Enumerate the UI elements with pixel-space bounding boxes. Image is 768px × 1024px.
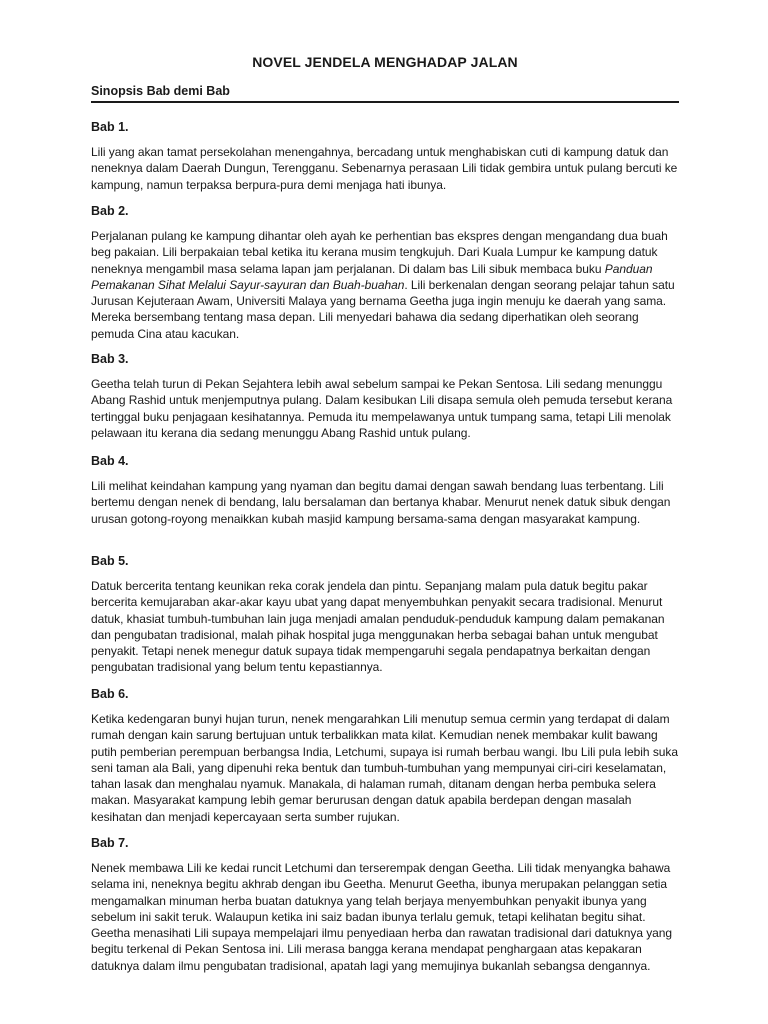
chapter-3 [91, 351, 679, 441]
chapter-text: Lili melihat keindahan kampung yang nyaman dan begitu damai dengan sawah bendang luas terbentang. Lili bertemu dengan nenek di bendang, lalu bersalaman dan bertanya khabar. Menurut nenek datuk sibuk dengan urusan gotong-royong menaikkan kubah masjid kampung bersama-sama dengan masyarakat kampung. [91, 479, 671, 526]
document-title: NOVEL JENDELA MENGHADAP JALAN [252, 54, 518, 70]
chapter-text-part: . Lili berkenalan dengan seorang pelajar tahun satu Jurusan Kejuteraan Awam, Universiti Malaya yang bernama Geetha juga ingin menuju ke daerah yang sama. Mereka bersembang tentang masa depan. Lili menyedari bahawa dia sedang diperhatikan oleh seorang pemuda Cina atau kacukan. [91, 277, 675, 341]
chapter-text [91, 228, 679, 342]
title-divider [91, 101, 679, 103]
chapter-heading: Bab 1. [91, 120, 129, 134]
chapter-text: Datuk bercerita tentang keunikan reka corak jendela dan pintu. Sepanjang malam pula datuk begitu pakar bercerita kemujaraban akar-akar kayu ubat yang dapat menyembuhkan penyakit secara tradisional. Menurut datuk, khasiat tumbuh-tumbuhan lain juga menjadi amalan penduduk-penduduk kampung dalam pemakanan dan pengubatan tradisional, malah pihak hospital juga menggunakan herba sebagai bahan untuk mengubat penyakit. Tetapi nenek menegur datuk supaya tidak mempengaruhi segala pendapatnya berkaitan dengan pengubatan tradisional yang belum tentu kepastiannya. [91, 579, 665, 675]
chapter-heading: Bab 7. [91, 836, 129, 850]
book-title-italic: Panduan Pemakanan Sihat Melalui Sayur-sayuran dan Buah-buahan [91, 261, 653, 292]
chapter-heading: Bab 3. [91, 352, 129, 366]
document-subtitle: Sinopsis Bab demi Bab [91, 84, 230, 98]
chapter-2 [91, 203, 679, 342]
chapter-heading: Bab 6. [91, 687, 129, 701]
chapter-text: Geetha telah turun di Pekan Sejahtera lebih awal sebelum sampai ke Pekan Sentosa. Lili sedang menunggu Abang Rashid untuk menjemputnya pulang. Dalam kesibukan Lili disapa semula oleh pemuda tersebut kerana tertinggal buku penjagaan kesihatannya. Pemuda itu mempelawanya untuk tumpang sama, tetapi Lili menolak pelawaan itu kerana dia sedang menunggu Abang Rashid untuk pulang. [91, 377, 673, 440]
chapter-4 [91, 453, 679, 527]
chapter-7 [91, 835, 679, 974]
chapter-text: Ketika kedengaran bunyi hujan turun, nenek mengarahkan Lili menutup semua cermin yang terdapat di dalam rumah dengan kain sarung bertujuan untuk terbalikkan mata kilat. Kemudian nenek membakar kulit bawang putih pemberian perempuan berbangsa India, Letchumi, supaya isi rumah berbau wangi. Ibu Lili pula lebih suka seni taman ala Bali, yang dipenuhi reka bentuk dan tumbuh-tumbuhan yang mempunyai ciri-ciri keselamatan, tahan lasak dan menghalau nyamuk. Manakala, di halaman rumah, ditanam dengan herba pembuka selera makan. Masyarakat kampung lebih gemar berurusan dengan datuk apabila berdepan dengan masalah kesihatan dan menjadi kepercayaan serta sumber rujukan. [91, 712, 678, 824]
chapter-heading: Bab 5. [91, 554, 129, 568]
chapter-heading: Bab 4. [91, 454, 129, 468]
chapter-text-part: Perjalanan pulang ke kampung dihantar oleh ayah ke perhentian bas ekspres dengan mengandang dua buah beg pakaian. Lili berpakaian tebal ketika itu kerana musim tengkujuh. Dari Kuala Lumpur ke kampung datuk neneknya mengambil masa selama lapan jam perjalanan. Di dalam bas Lili sibuk membaca buku [91, 229, 668, 276]
chapter-text: Lili yang akan tamat persekolahan menengahnya, bercadang untuk menghabiskan cuti di kampung datuk dan neneknya dalam Daerah Dungun, Terengganu. Sebenarnya perasaan Lili tidak gembira untuk pulang bercuti ke kampung, namun terpaksa berpura-pura demi menjaga hati ibunya. [91, 145, 678, 192]
chapter-heading: Bab 2. [91, 204, 129, 218]
chapter-text: Nenek membawa Lili ke kedai runcit Letchumi dan terserempak dengan Geetha. Lili tidak menyangka bahawa selama ini, neneknya begitu akhrab dengan ibu Geetha. Menurut Geetha, ibunya merupakan pelanggan setia mengamalkan minuman herba buatan datuknya yang telah berjaya menyembuhkan penyakit ibunya yang sebelum ini sakit teruk. Walaupun ketika ini saiz badan ibunya terlalu gemuk, tetapi kelihatan begitu sihat. Geetha menasihati Lili supaya mempelajari ilmu penyediaan herba dan rawatan tradisional dari datuknya yang begitu terkenal di Pekan Sentosa ini. Lili merasa bangga kerana mendapat penghargaan atas kepakaran datuknya dalam ilmu pengubatan tradisional, apatah lagi yang memujinya bukanlah sebangsa dengannya. [91, 861, 673, 973]
chapter-5 [91, 553, 679, 676]
chapter-6 [91, 686, 679, 825]
chapter-1 [91, 119, 679, 193]
